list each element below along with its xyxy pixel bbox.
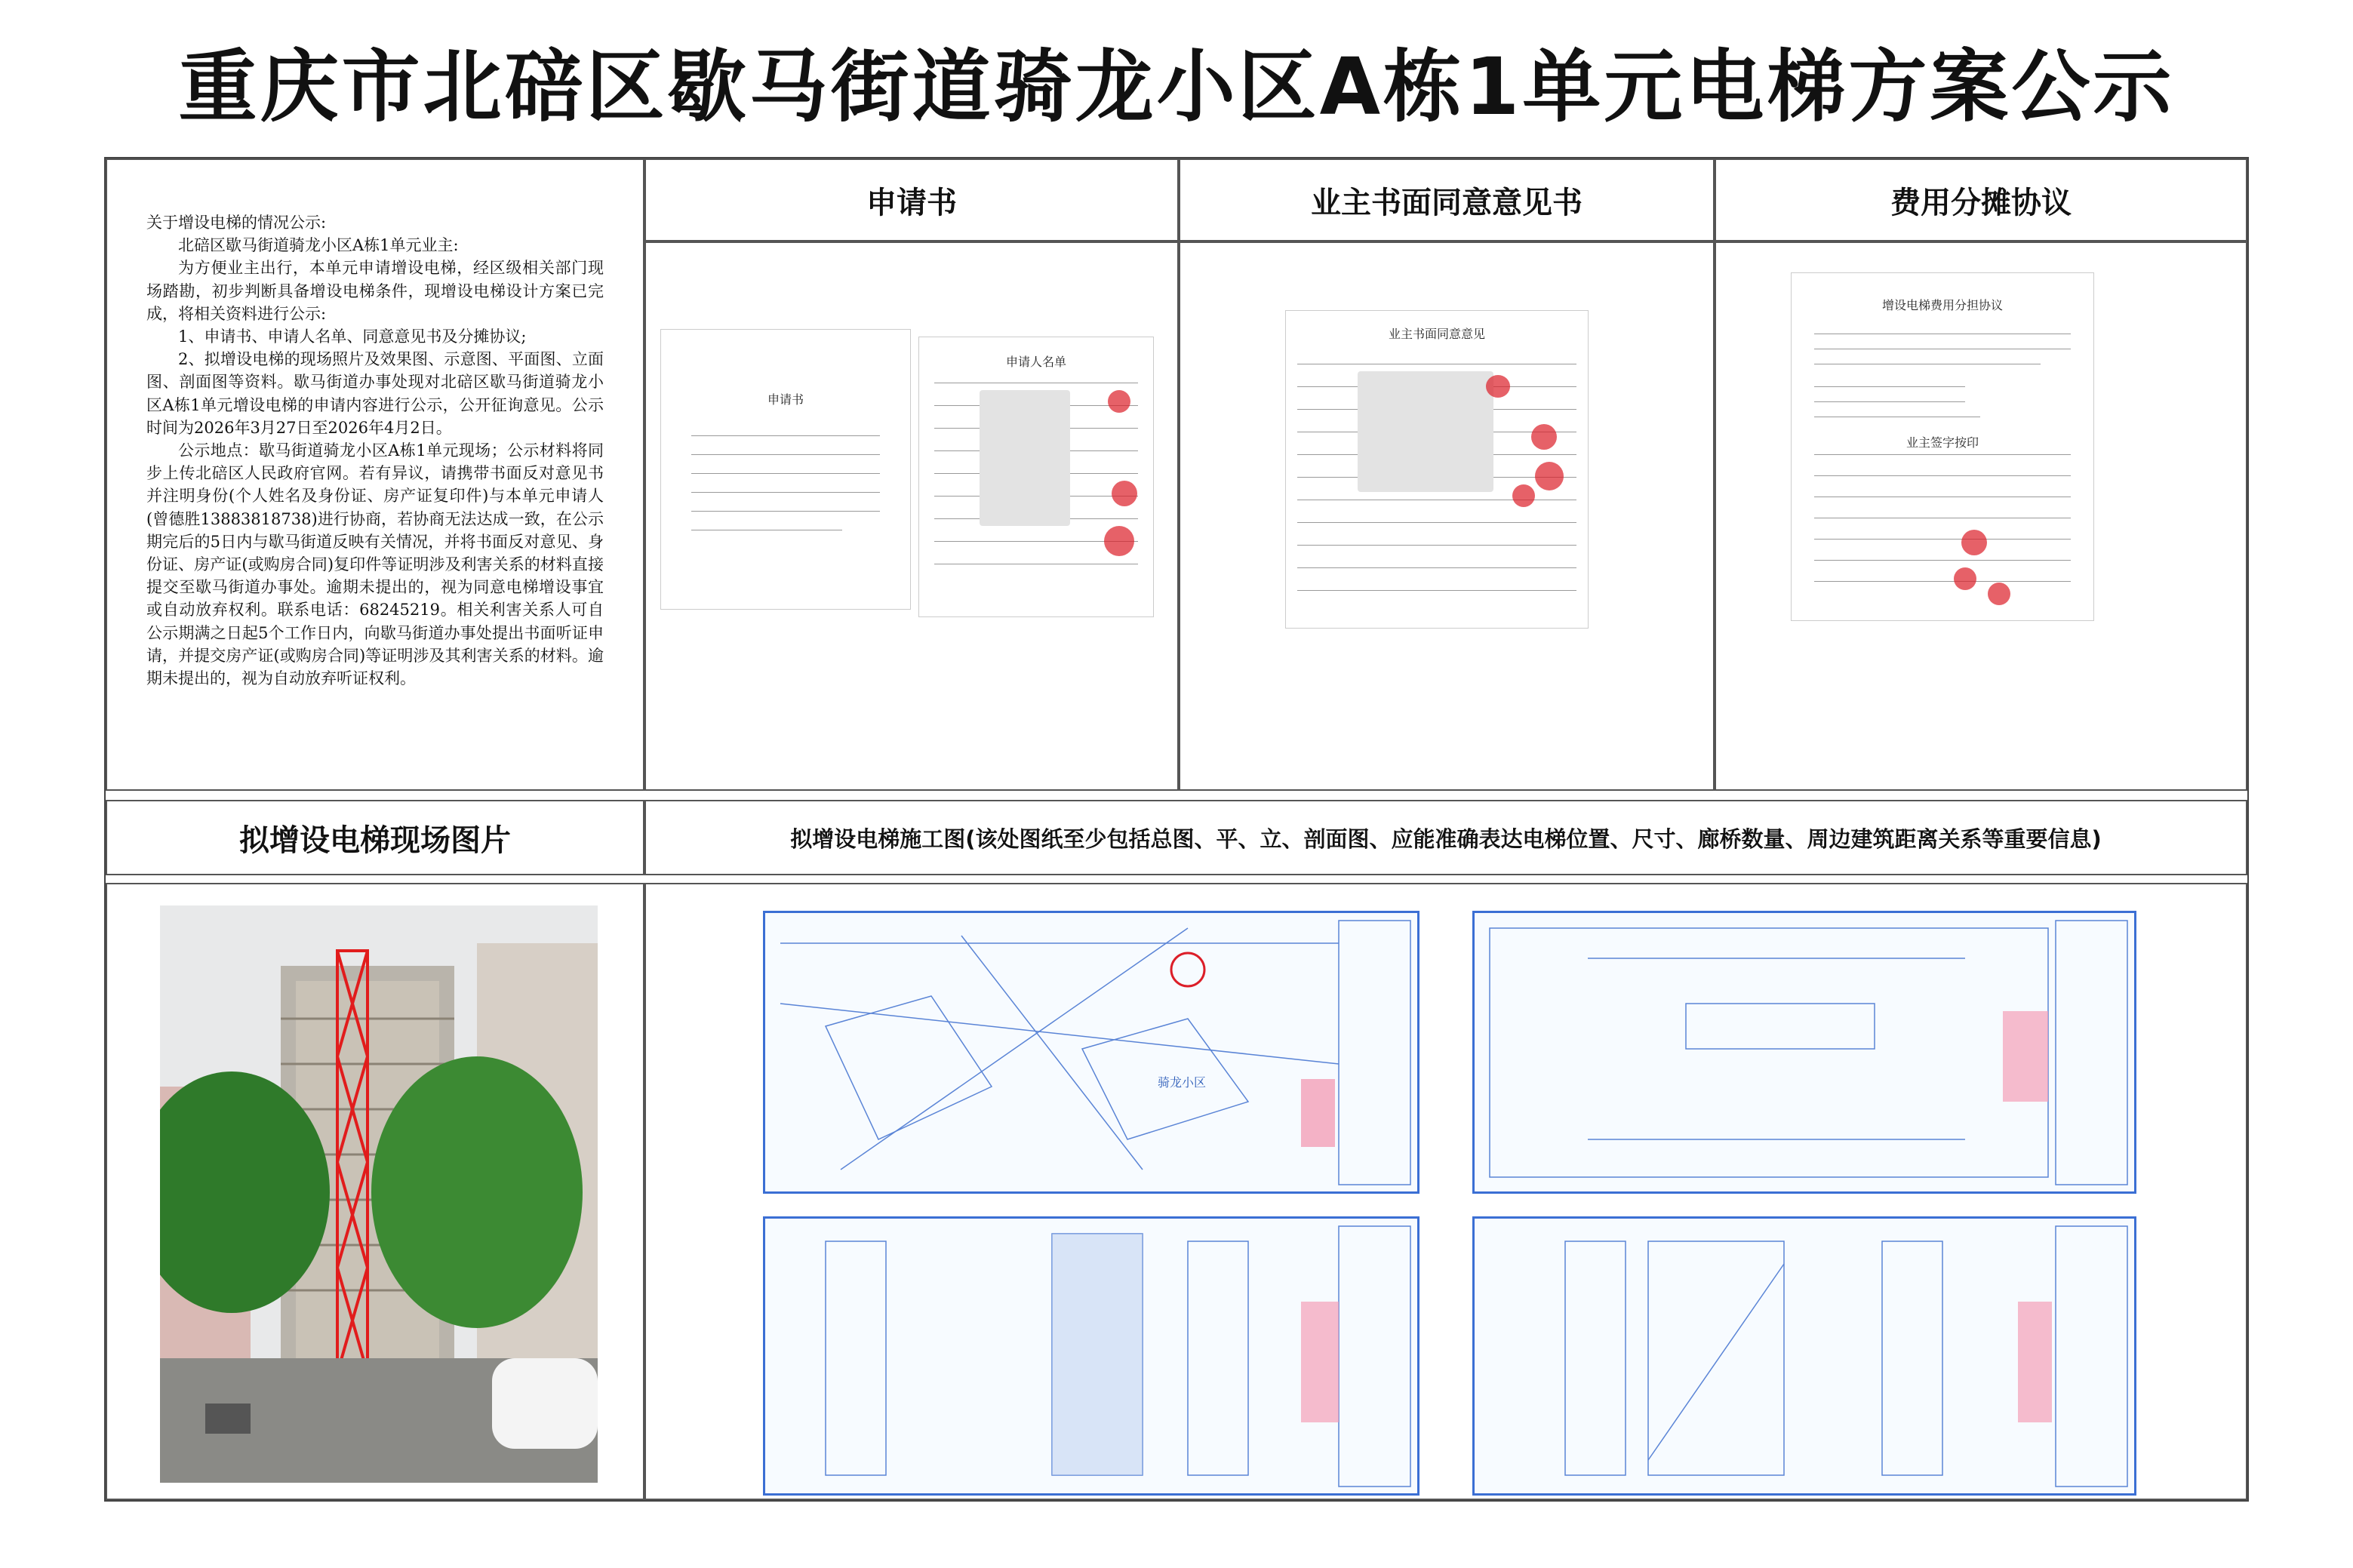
notice-salutation: 北碚区歇马街道骑龙小区A栋1单元业主:	[178, 236, 459, 255]
cost-doc-cell	[1715, 241, 2247, 791]
notice-paragraph-3: 2、拟增设电梯的现场照片及效果图、示意图、平面图、立面图、剖面图等资料。歇马街道办事处现对北碚区歇马街道骑龙小区A栋1单元增设电梯的申请内容进行公示，公开征询意见。公示时间为2026年3月27日至2026年4月2日。	[146, 350, 604, 437]
site-photo-cell	[106, 883, 644, 1500]
application-form-title: 申请书	[767, 392, 804, 407]
application-doc-cell	[644, 241, 1179, 791]
drawings-cell	[644, 883, 2247, 1500]
header-application: 申请书	[644, 158, 1179, 241]
site-photo	[160, 905, 598, 1483]
notice-text-panel	[106, 158, 644, 791]
consent-form-image	[1286, 311, 1588, 628]
drawing-floor-plan	[1472, 911, 2136, 1194]
cost-agreement-image	[1792, 273, 2093, 620]
drawing-elevation	[763, 1216, 1419, 1496]
notice-paragraph-1: 为方便业主出行，本单元申请增设电梯，经区级相关部门现场踏勘，初步判断具备增设电梯条件，现增设电梯设计方案已完成，将相关资料进行公示:	[146, 259, 604, 323]
cost-sign-title: 业主签字按印	[1905, 435, 1979, 450]
consent-doc-cell	[1179, 241, 1715, 791]
site-photo-illustration	[160, 905, 598, 1483]
applicant-list-title: 申请人名单	[1005, 355, 1066, 369]
notice-board-frame	[104, 157, 2249, 1502]
consent-form-title: 业主书面同意意见	[1388, 327, 1485, 341]
header-drawings: 拟增设电梯施工图(该处图纸至少包括总图、平、立、剖面图、应能准确表达电梯位置、尺寸、廊桥数量、周边建筑距离关系等重要信息)	[644, 800, 2247, 875]
page-title: 重庆市北碚区歇马街道骑龙小区A栋1单元电梯方案公示	[178, 41, 2175, 133]
header-consent: 业主书面同意意见书	[1179, 158, 1715, 241]
header-cost: 费用分摊协议	[1715, 158, 2247, 241]
site-plan-label: 骑龙小区	[1158, 1075, 1207, 1090]
header-site-photo: 拟增设电梯现场图片	[106, 800, 644, 875]
application-form-image	[661, 330, 910, 609]
drawing-site-plan	[763, 911, 1419, 1194]
notice-paragraph-4: 公示地点：歇马街道骑龙小区A栋1单元现场；公示材料将同步上传北碚区人民政府官网。若有异议，请携带书面反对意见书并注明身份(个人姓名及身份证、房产证复印件)与本单元申请人(曾德胜13883818738)进行协商，若协商无法达成一致，在公示期完后的5日内与歇马街道反映有关情况，并将书面反对意见、身份证、房产证(或购房合同)复印件等证明涉及利害关系的材料直接提交至歇马街道办事处。逾期未提出的，视为同意电梯增设事宜或自动放弃权利。联系电话：68245219。相关利害关系人可自公示期满之日起5个工作日内，向歇马街道办事处提出书面听证申请，并提交房产证(或购房合同)等证明涉及其利害关系的材料。逾期未提出的，视为自动放弃听证权利。	[146, 441, 604, 688]
notice-paragraph-2: 1、申请书、申请人名单、同意意见书及分摊协议;	[178, 327, 527, 346]
notice-heading: 关于增设电梯的情况公示:	[146, 214, 327, 232]
drawing-section	[1472, 1216, 2136, 1496]
applicant-list-image	[919, 337, 1153, 616]
cost-agreement-title: 增设电梯费用分担协议	[1881, 298, 2003, 312]
